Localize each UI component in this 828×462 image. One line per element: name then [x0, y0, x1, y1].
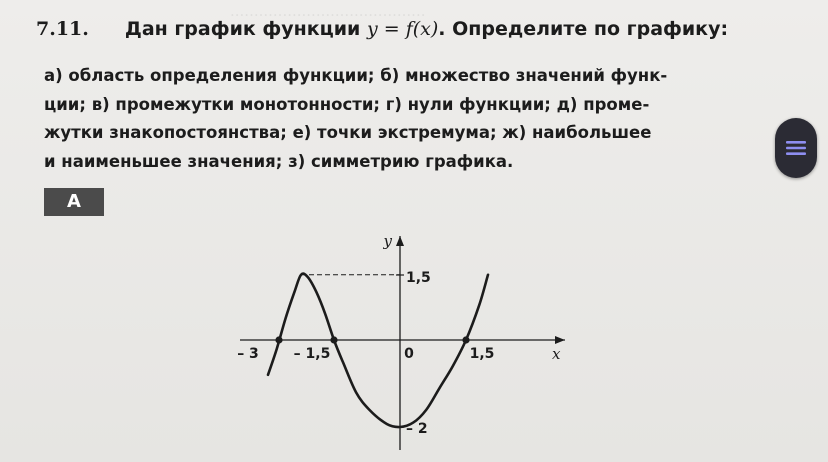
- x-axis-arrow: [555, 336, 565, 344]
- problem-title-suffix: . Определите по графику:: [438, 18, 729, 40]
- bleed-through-text: .........................................: [230, 2, 426, 20]
- x-tick-label-1-5: 1,5: [469, 346, 495, 362]
- problem-title-prefix: Дан график функции: [124, 18, 367, 40]
- zero-point-3: [462, 336, 469, 343]
- x-tick-label-neg1-5: – 1,5: [293, 346, 331, 362]
- x-axis-label: x: [552, 345, 561, 363]
- problem-line-3: жутки знакопостоянства; е) точки экстремума; ж) наибольшее: [44, 123, 652, 142]
- y-tick-label-1-5: 1,5: [406, 270, 431, 286]
- level-badge: A: [44, 188, 104, 216]
- problem-title-math: y = f(x): [366, 18, 439, 40]
- y-axis-arrow: [396, 236, 404, 246]
- problem-line-1: а) область определения функции; б) множество значений функ-: [44, 66, 668, 85]
- y-tick-label-neg2: – 2: [406, 421, 428, 437]
- problem-line-2: ции; в) промежутки монотонности; г) нули функции; д) проме-: [44, 94, 650, 114]
- problem-number: 7.11.: [36, 18, 89, 40]
- zero-point-2: [330, 336, 337, 343]
- zero-point-1: [275, 336, 282, 343]
- x-tick-label-neg3: – 3: [237, 346, 259, 362]
- origin-label: 0: [404, 346, 414, 362]
- problem-line-4: и наименьшее значения; з) симметрию графика.: [44, 151, 514, 171]
- y-axis-label: y: [383, 232, 392, 250]
- hamburger-icon: [786, 140, 806, 156]
- menu-button[interactable]: [775, 118, 817, 178]
